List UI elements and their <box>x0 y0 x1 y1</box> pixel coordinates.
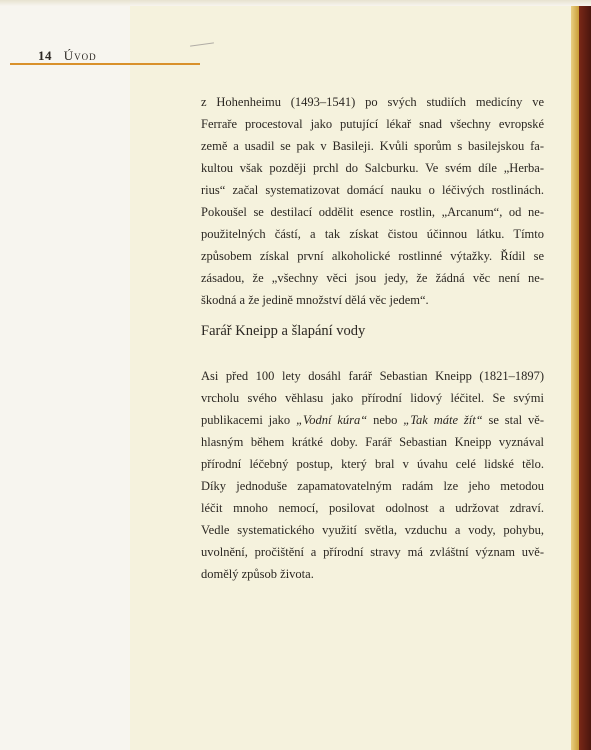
book-title: „Vodní kúra“ <box>296 413 368 427</box>
page-margin <box>0 0 130 750</box>
paragraph-kneipp <box>201 365 544 585</box>
text-line: rius“ začal systematizovat domácí nauku o léčivých rostlinách. <box>201 183 544 197</box>
text-segment: se stal vě- <box>482 413 544 427</box>
text-line: kultou však později prchl do Salcburku. Ve svém díle „Herba- <box>201 161 544 175</box>
page-number: 14 <box>38 48 52 63</box>
running-head <box>38 48 97 64</box>
section-title: Úvod <box>63 48 97 63</box>
text-segment: publikacemi jako <box>201 413 297 427</box>
text-segment: nebo <box>367 413 404 427</box>
paragraph-paracelsus <box>201 91 544 311</box>
text-line: z Hohenheimu (1493–1541) po svých studiích medicíny ve <box>201 95 544 109</box>
text-line: škodná a že jedině množství dělá věc jedem“. <box>201 293 429 307</box>
text-line: způsobem získal první alkoholické rostlinné výtažky. Řídil se <box>201 249 544 263</box>
text-line: použitelných částí, a tak získat čistou účinnou látku. Tímto <box>201 227 544 241</box>
text-line: Pokoušel se destilací oddělit esence rostlin, „Arcanum“, od ne- <box>201 205 544 219</box>
book-edge-dark <box>579 0 591 750</box>
text-line: Ferraře procestoval jako putující lékař snad všechny evropské <box>201 117 544 131</box>
text-line: domělý způsob života. <box>201 567 314 581</box>
text-line: zásadou, že „všechny věci jsou jedy, že žádná věc není ne- <box>201 271 544 285</box>
text-line: Díky jednoduše zapamatovatelným radám lze jeho metodou <box>201 479 544 493</box>
text-line: přírodní léčebný postup, který bral v úvahu celé lidské tělo. <box>201 457 544 471</box>
book-title: „Tak máte žít“ <box>403 413 483 427</box>
text-line: léčit mnoho nemocí, posilovat odolnost a udržovat zdraví. <box>201 501 544 515</box>
book-edge-gold <box>571 0 579 750</box>
text-line: hlasným během krátké doby. Farář Sebastian Kneipp vyznával <box>201 435 544 449</box>
text-line: Asi před 100 lety dosáhl farář Sebastian Kneipp (1821–1897) <box>201 369 544 383</box>
page-top-edge <box>0 0 591 6</box>
section-heading: Farář Kneipp a šlapání vody <box>201 323 366 339</box>
header-rule <box>10 63 200 65</box>
text-line-with-titles <box>201 409 544 431</box>
text-line: Vedle systematického využití světla, vzduchu a vody, pohybu, <box>201 523 544 537</box>
text-line: uvolnění, pročištění a přírodní stravy má zvláštní význam uvě- <box>201 545 544 559</box>
text-line: vrcholu svého věhlasu jako přírodní lidový léčitel. Se svými <box>201 391 544 405</box>
text-line: země a usadil se pak v Basileji. Kvůli sporům s basilejskou fa- <box>201 139 544 153</box>
